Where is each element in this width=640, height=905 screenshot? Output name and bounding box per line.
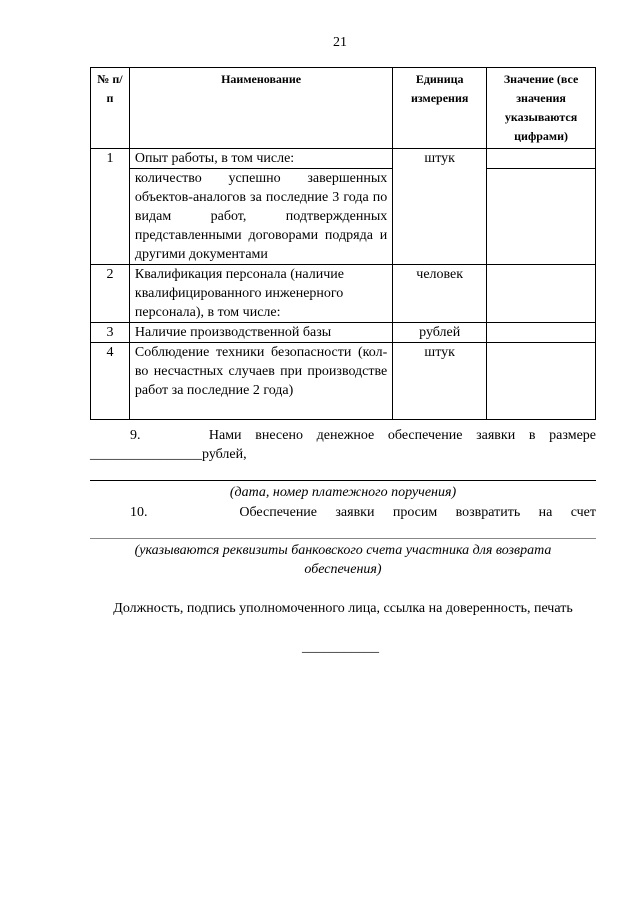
row-name: Опыт работы, в том числе: — [129, 149, 392, 169]
item9-tail: рублей, — [202, 447, 247, 462]
row-name: Наличие производственной базы — [129, 323, 392, 343]
row-unit: штук — [393, 343, 487, 420]
item9-line — [90, 426, 596, 445]
item10-number: 10. — [130, 505, 148, 520]
item10-caption: (указываются реквизиты банковского счета участника для возврата обеспечения) — [134, 543, 552, 577]
item9-caption: (дата, номер платежного поручения) — [229, 485, 457, 500]
row-name: Соблюдение техники безопасности (кол-во несчастных случаев при производстве работ за последние 2 года) — [129, 343, 392, 420]
row-num: 3 — [91, 323, 130, 343]
item10-account-line[interactable] — [90, 538, 596, 539]
table-row — [91, 265, 596, 323]
header-value: Значение (все значения указываются цифрами) — [487, 68, 596, 149]
signature-blank[interactable]: ___________ — [302, 640, 379, 655]
row-unit: штук — [393, 149, 487, 265]
item10-line — [90, 503, 596, 522]
table-row — [91, 323, 596, 343]
row-value[interactable] — [487, 149, 596, 169]
item9-payment-line[interactable] — [90, 480, 596, 481]
row-value[interactable] — [487, 343, 596, 420]
row-unit: человек — [393, 265, 487, 323]
table-row — [91, 169, 596, 265]
item9-amount-blank[interactable]: ________________ — [90, 447, 202, 462]
row-num: 1 — [91, 149, 130, 265]
row-name: количество успешно завершенных объектов-аналогов за последние 3 года по видам работ, подтвержденных представленными договорами подряда и другими документами — [129, 169, 392, 265]
row-value[interactable] — [487, 265, 596, 323]
page-number: 21 — [333, 35, 347, 50]
item9-amount-line — [90, 445, 247, 464]
header-name: Наименование — [129, 68, 392, 149]
table-row — [91, 149, 596, 169]
item9-text: Нами внесено денежное обеспечение заявки в размере — [208, 428, 596, 443]
item10-text: Обеспечение заявки просим возвратить на счет — [239, 505, 597, 520]
row-num: 4 — [91, 343, 130, 420]
row-value[interactable] — [487, 169, 596, 265]
signature-line: Должность, подпись уполномоченного лица, ссылка на доверенность, печать — [113, 601, 573, 616]
row-num: 2 — [91, 265, 130, 323]
header-num: № п/п — [91, 68, 130, 149]
row-value[interactable] — [487, 323, 596, 343]
table-header-row — [91, 68, 596, 149]
row-unit: рублей — [393, 323, 487, 343]
row-name: Квалификация персонала (наличие квалифицированного инженерного персонала), в том числе: — [129, 265, 392, 323]
item9-number: 9. — [130, 428, 141, 443]
header-unit: Единица измерения — [393, 68, 487, 149]
table-row — [91, 343, 596, 420]
indicators-table — [90, 67, 596, 420]
